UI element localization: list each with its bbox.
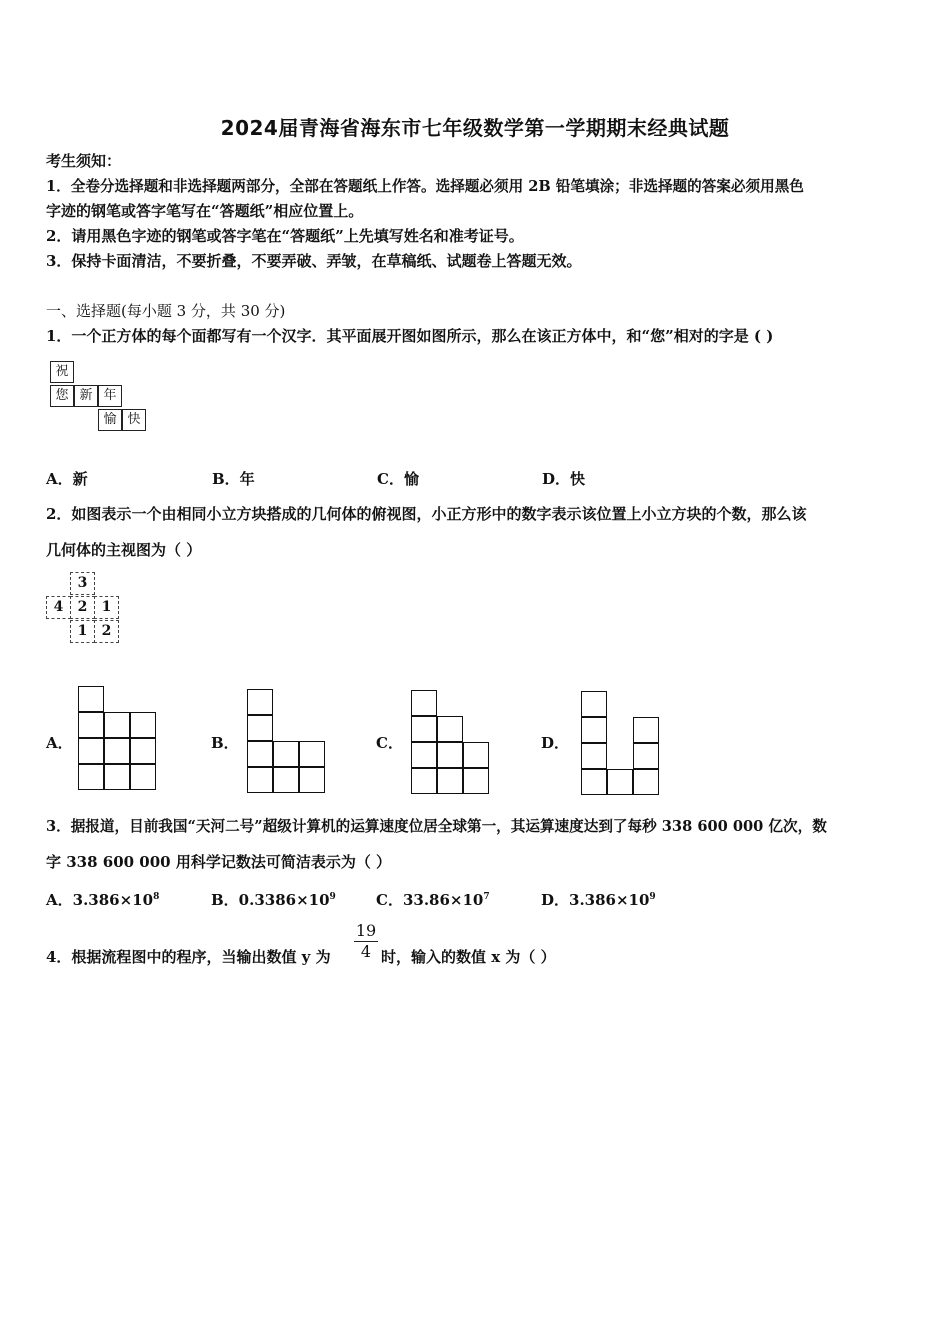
q1-option-b: B．年: [212, 470, 255, 488]
q3-option-b-base: B．0.3386×10: [211, 891, 330, 909]
net-cell: 愉: [98, 409, 122, 431]
cube-square: [581, 691, 607, 717]
net-cell: 快: [122, 409, 146, 431]
cube-square: [437, 768, 463, 794]
cube-square: [130, 764, 156, 790]
net-cell: 祝: [50, 361, 74, 383]
q4-text-after: 时，输入的数值 x 为（ ）: [381, 948, 556, 966]
net-cell: 您: [50, 385, 74, 407]
top-view-cell: 2: [94, 620, 119, 643]
cube-square: [104, 738, 130, 764]
q3-option-a-exp: 8: [153, 892, 160, 902]
q3-option-a-base: A．3.386×10: [46, 891, 154, 909]
notice-line-3: 3．保持卡面清洁，不要折叠，不要弄破、弄皱，在草稿纸、试题卷上答题无效。: [46, 252, 582, 270]
cube-square: [78, 712, 104, 738]
q3-option-d-base: D．3.386×10: [541, 891, 650, 909]
q3-option-d: [541, 886, 656, 911]
cube-square: [247, 767, 273, 793]
cube-square: [411, 716, 437, 742]
q2-option-c-label: C．: [376, 734, 403, 752]
cube-square: [633, 717, 659, 743]
cube-square: [130, 712, 156, 738]
cube-square: [581, 717, 607, 743]
q1-option-d: D．快: [542, 470, 586, 488]
q1-option-c: C．愉: [377, 470, 419, 488]
cube-square: [463, 742, 489, 768]
q3-option-c-base: C．33.86×10: [376, 891, 484, 909]
net-cell: 新: [74, 385, 98, 407]
cube-square: [78, 764, 104, 790]
q3-option-c: [376, 886, 490, 911]
cube-square: [411, 742, 437, 768]
cube-square: [411, 690, 437, 716]
cube-square: [607, 769, 633, 795]
fraction-numerator: 19: [355, 921, 377, 940]
cube-square: [581, 743, 607, 769]
q3-option-b: [211, 886, 336, 911]
q1-option-a: A．新: [46, 470, 88, 488]
cube-square: [78, 686, 104, 712]
q1-text: 1．一个正方体的每个面都写有一个汉字．其平面展开图如图所示，那么在该正方体中，和“您”相对的字是 ( ): [46, 327, 774, 345]
net-cell: 年: [98, 385, 122, 407]
cube-square: [463, 768, 489, 794]
cube-square: [104, 764, 130, 790]
q3-line-1: 3．据报道，目前我国“天河二号”超级计算机的运算速度位居全球第一，其运算速度达到了每秒 338 600 000 亿次，数: [46, 818, 827, 835]
top-view-cell: 1: [94, 596, 119, 619]
top-view-cell: 1: [70, 620, 95, 643]
q2-line-2: 几何体的主视图为（ ）: [46, 541, 202, 559]
cube-square: [581, 769, 607, 795]
page-title: 2024届青海省海东市七年级数学第一学期期末经典试题: [220, 116, 730, 140]
fraction: [354, 922, 378, 961]
fraction-denominator: 4: [360, 942, 372, 961]
cube-square: [78, 738, 104, 764]
notice-heading: 考生须知：: [46, 152, 122, 170]
cube-square: [247, 689, 273, 715]
q2-option-a-label: A．: [46, 734, 73, 752]
q3-option-c-exp: 7: [483, 892, 490, 902]
cube-square: [437, 716, 463, 742]
q3-option-a: [46, 886, 159, 911]
q3-line-2: 字 338 600 000 用科学记数法可简洁表示为（ ）: [46, 853, 392, 871]
top-view-cell: 4: [46, 596, 71, 619]
cube-square: [411, 768, 437, 794]
cube-square: [273, 767, 299, 793]
top-view-cell: 3: [70, 572, 95, 595]
q3-option-d-exp: 9: [649, 892, 656, 902]
notice-line-1a: 1．全卷分选择题和非选择题两部分，全部在答题纸上作答。选择题必须用 2B 铅笔填涂；非选择题的答案必须用黑色: [46, 178, 804, 195]
cube-square: [247, 715, 273, 741]
q2-option-b-label: B．: [211, 734, 239, 752]
cube-square: [273, 741, 299, 767]
cube-square: [247, 741, 273, 767]
q4-text-before: 4．根据流程图中的程序，当输出数值 y 为: [46, 948, 331, 966]
q3-option-b-exp: 9: [329, 892, 336, 902]
notice-line-1b: 字迹的钢笔或答字笔写在“答题纸”相应位置上。: [46, 202, 364, 220]
cube-square: [633, 769, 659, 795]
section-heading: 一、选择题(每小题 3 分，共 30 分): [46, 302, 286, 320]
cube-square: [299, 767, 325, 793]
cube-square: [633, 743, 659, 769]
top-view-cell: 2: [70, 596, 95, 619]
q2-line-1: 2．如图表示一个由相同小立方块搭成的几何体的俯视图，小正方形中的数字表示该位置上小立方块的个数，那么该: [46, 505, 807, 523]
notice-line-2: 2．请用黑色字迹的钢笔或答字笔在“答题纸”上先填写姓名和准考证号。: [46, 227, 524, 245]
cube-square: [104, 712, 130, 738]
q2-option-d-label: D．: [541, 734, 570, 752]
cube-square: [299, 741, 325, 767]
cube-square: [437, 742, 463, 768]
cube-square: [130, 738, 156, 764]
